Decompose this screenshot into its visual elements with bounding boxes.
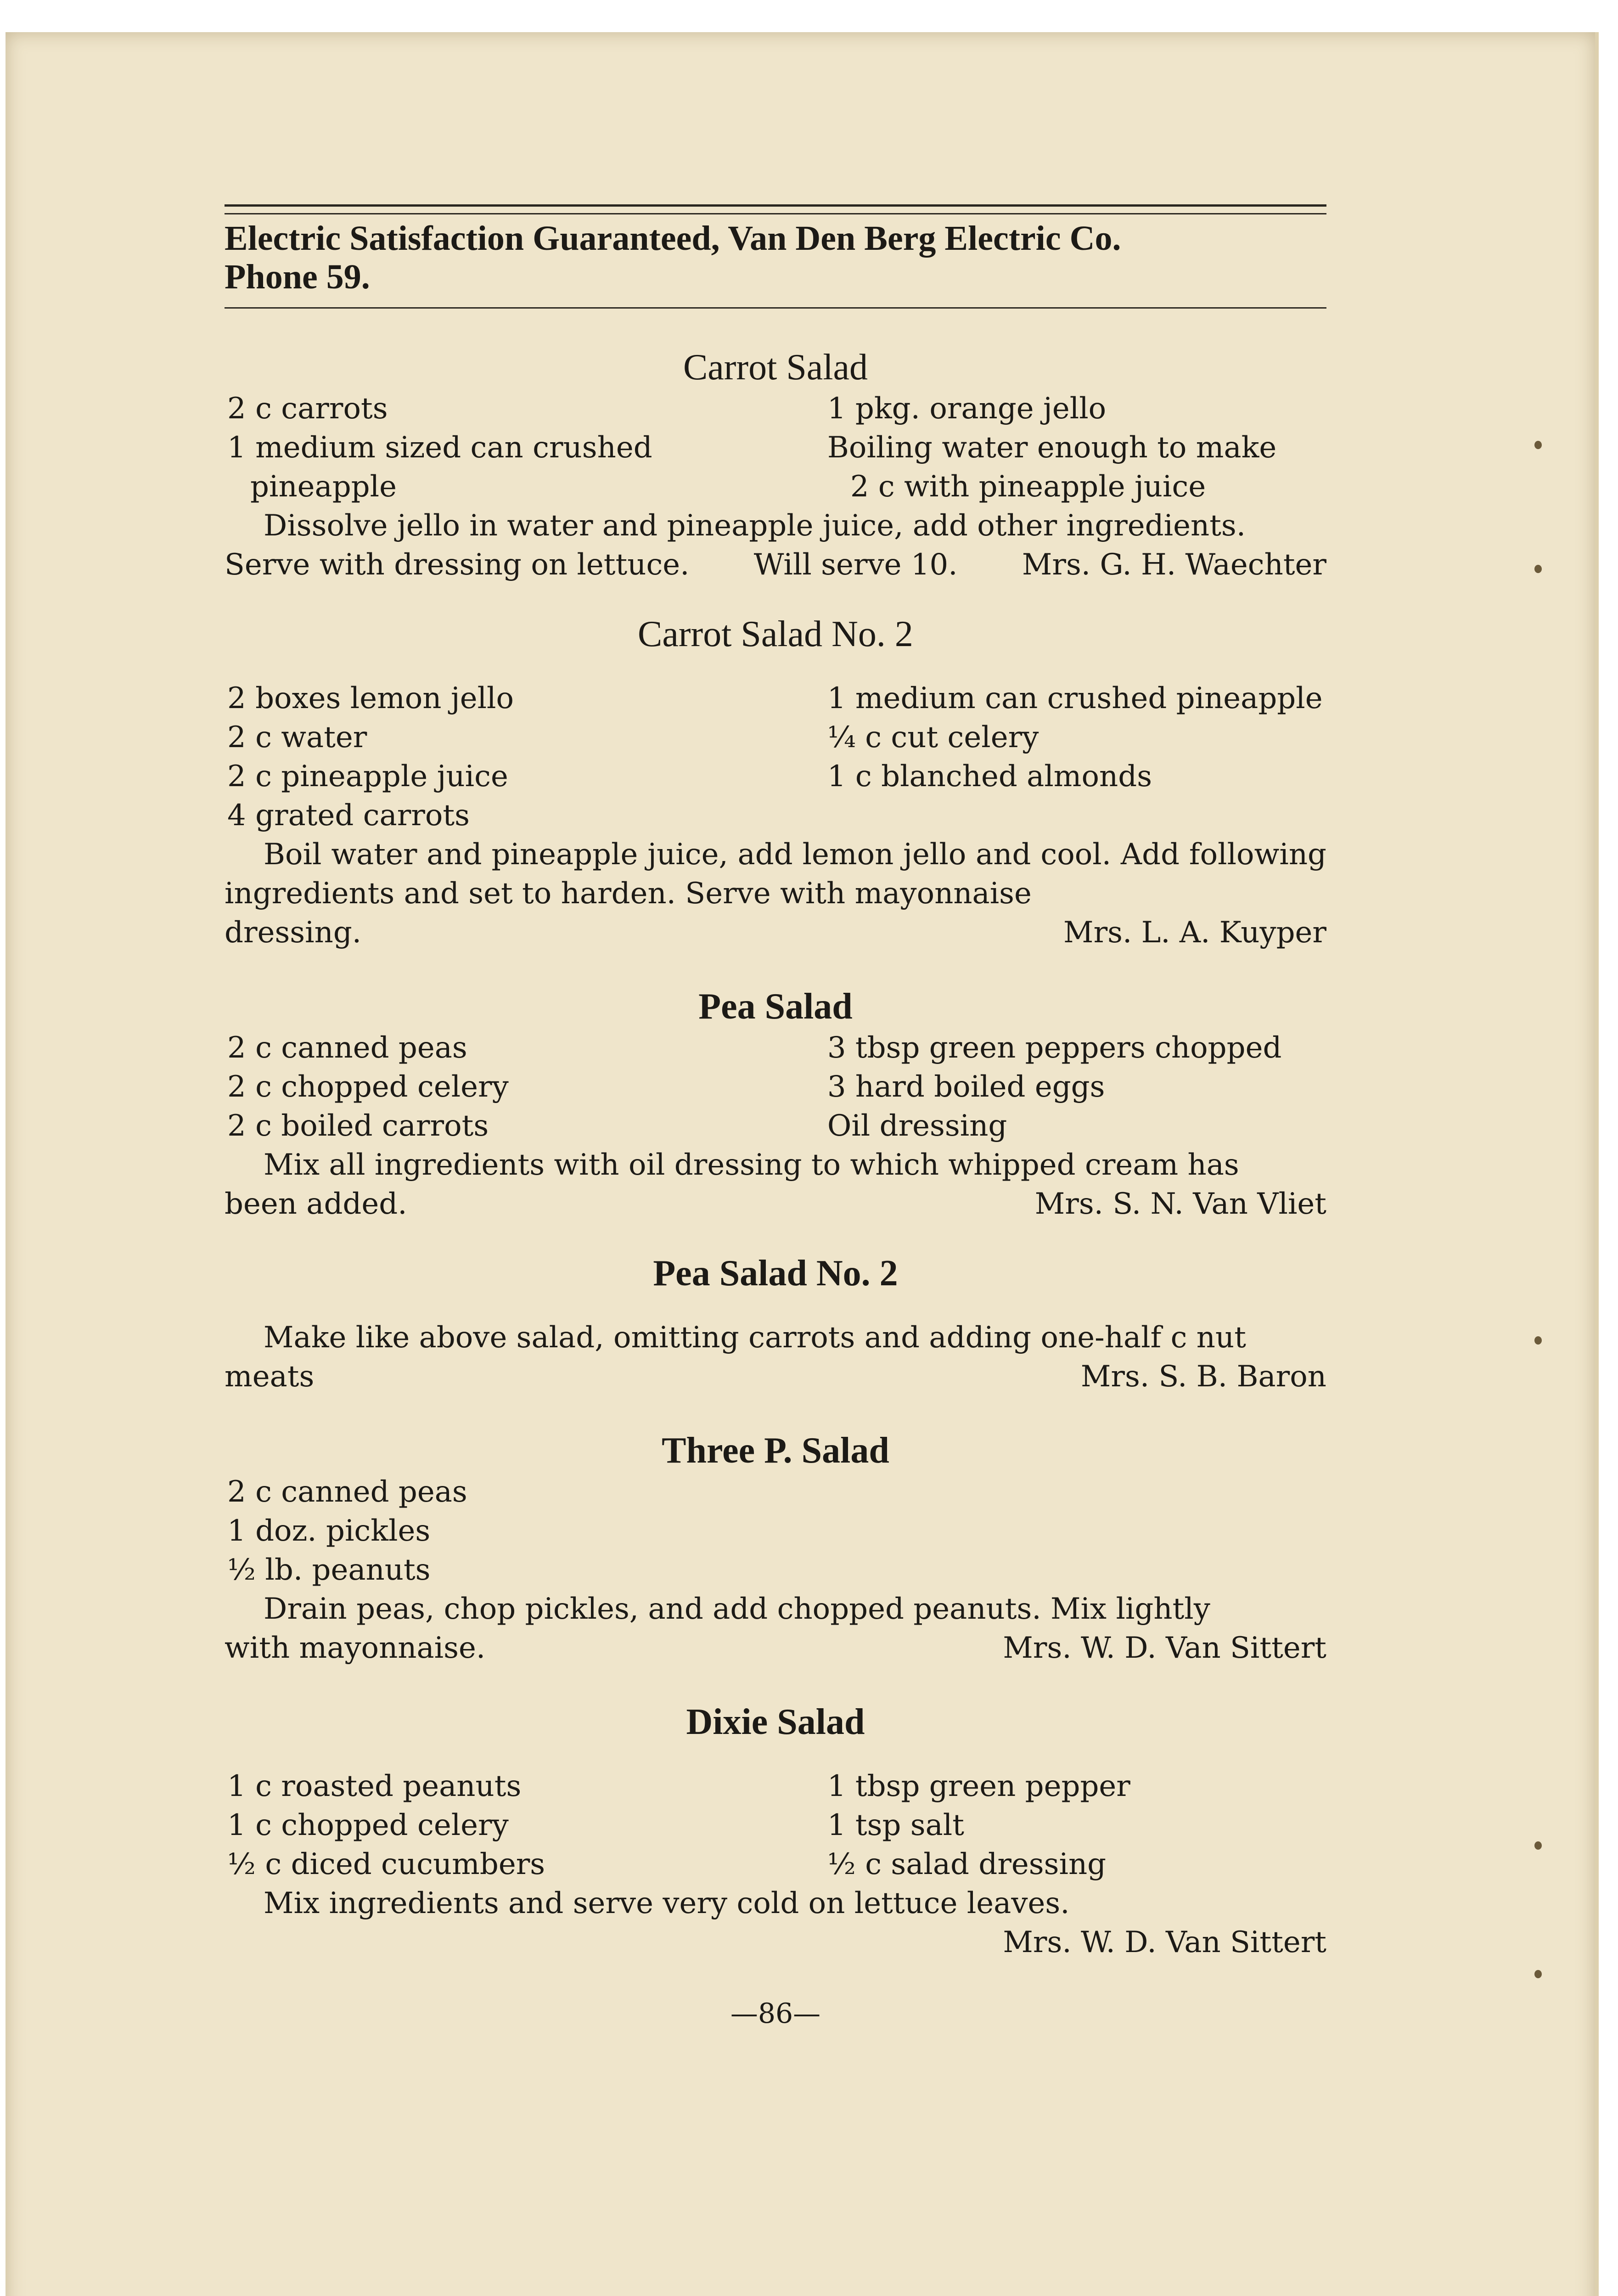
ingredient: 1 c roasted peanuts [227,1769,522,1803]
recipe-author: Mrs. S. B. Baron [1080,1360,1326,1394]
ingredient: ¼ c cut celery [827,720,1039,754]
directions: Boil water and pineapple juice, add lemon jello and cool. Add following ingredients and set to harden. Serve with mayonnaise [225,838,1326,911]
ingredient: 1 pkg. orange jello [827,392,1107,426]
serving-count: Will serve 10. [753,548,958,582]
ingredient: 1 c blanched almonds [827,760,1152,793]
recipe-pea-salad-2 [225,1251,1326,1396]
header-rule-bottom [225,307,1326,309]
recipe-author: Mrs. W. D. Van Sittert [1003,1925,1326,1959]
ingredient: ½ lb. peanuts [227,1553,431,1587]
header-rule-top [225,204,1326,214]
recipe-title: Carrot Salad [683,347,868,388]
ingredient: 2 c boiled carrots [227,1109,489,1143]
margin-mark [1534,565,1542,573]
recipe-author: Mrs. G. H. Waechter [1022,548,1326,582]
directions: Serve with dressing on lettuce. [225,548,690,582]
recipe-author: Mrs. W. D. Van Sittert [1003,1631,1326,1665]
ingredient: ½ c salad dressing [827,1847,1107,1881]
header-line-1: Electric Satisfaction Guaranteed, Van Den Berg Electric Co. [225,219,1121,258]
ingredient: ½ c diced cucumbers [227,1847,545,1881]
ingredient: 2 c chopped celery [227,1070,509,1104]
ingredient: 1 tsp salt [827,1808,964,1842]
ingredient: 2 c canned peas [227,1475,467,1509]
ingredient: 2 c pineapple juice [227,760,508,793]
ingredient: 2 c canned peas [227,1031,467,1065]
header-line-2: Phone 59. [225,258,370,296]
book-page [6,32,1599,2296]
recipe-title: Pea Salad No. 2 [653,1253,898,1294]
ingredient: 2 c water [227,720,367,754]
recipe-carrot-salad [225,345,1326,585]
ingredient: pineapple [250,470,397,504]
ingredient: 3 hard boiled eggs [827,1070,1105,1104]
ingredient: 4 grated carrots [227,799,470,833]
ingredient: Oil dressing [827,1109,1007,1143]
ingredient: 3 tbsp green peppers chopped [827,1031,1282,1065]
directions: Dissolve jello in water and pineapple juice, add other ingredients. [264,509,1246,543]
recipe-title: Pea Salad [698,986,853,1027]
directions-last-line: meats [225,1360,315,1394]
recipe-three-p-salad [225,1429,1326,1668]
directions-last-line: with mayonnaise. [225,1631,486,1665]
directions: Drain peas, chop pickles, and add chopped peanuts. Mix lightly [264,1592,1210,1626]
recipe-title: Carrot Salad No. 2 [638,614,913,654]
recipe-dixie-salad [225,1700,1326,1962]
page-number: —86— [730,1998,821,2030]
directions: Mix ingredients and serve very cold on lettuce leaves. [264,1886,1070,1920]
ingredient: 2 c carrots [227,392,388,426]
margin-mark [1534,1970,1542,1978]
recipe-title: Dixie Salad [686,1702,865,1742]
page-content [225,204,1326,2033]
directions-last-line: dressing. [225,916,362,950]
directions-last-line: been added. [225,1187,407,1221]
ingredient: 1 tbsp green pepper [827,1769,1130,1803]
ingredient: 2 boxes lemon jello [227,681,514,715]
margin-mark [1534,441,1542,449]
recipe-author: Mrs. S. N. Van Vliet [1034,1187,1326,1221]
recipe-pea-salad [225,985,1326,1224]
margin-mark [1534,1841,1542,1850]
ingredient: Boiling water enough to make [827,431,1277,465]
ingredient: 1 medium sized can crushed [227,431,652,465]
advertisement-header [225,219,1326,296]
directions: Make like above salad, omitting carrots and adding one-half c nut [264,1321,1246,1355]
recipe-author: Mrs. L. A. Kuyper [1063,916,1326,950]
recipe-carrot-salad-2 [225,612,1326,952]
ingredient: 1 doz. pickles [227,1514,431,1548]
recipe-title: Three P. Salad [662,1430,889,1471]
ingredient: 1 c chopped celery [227,1808,509,1842]
ingredient: 1 medium can crushed pineapple [827,681,1323,715]
directions: Mix all ingredients with oil dressing to which whipped cream has [264,1148,1239,1182]
ingredient: 2 c with pineapple juice [850,470,1206,504]
margin-mark [1534,1336,1542,1345]
